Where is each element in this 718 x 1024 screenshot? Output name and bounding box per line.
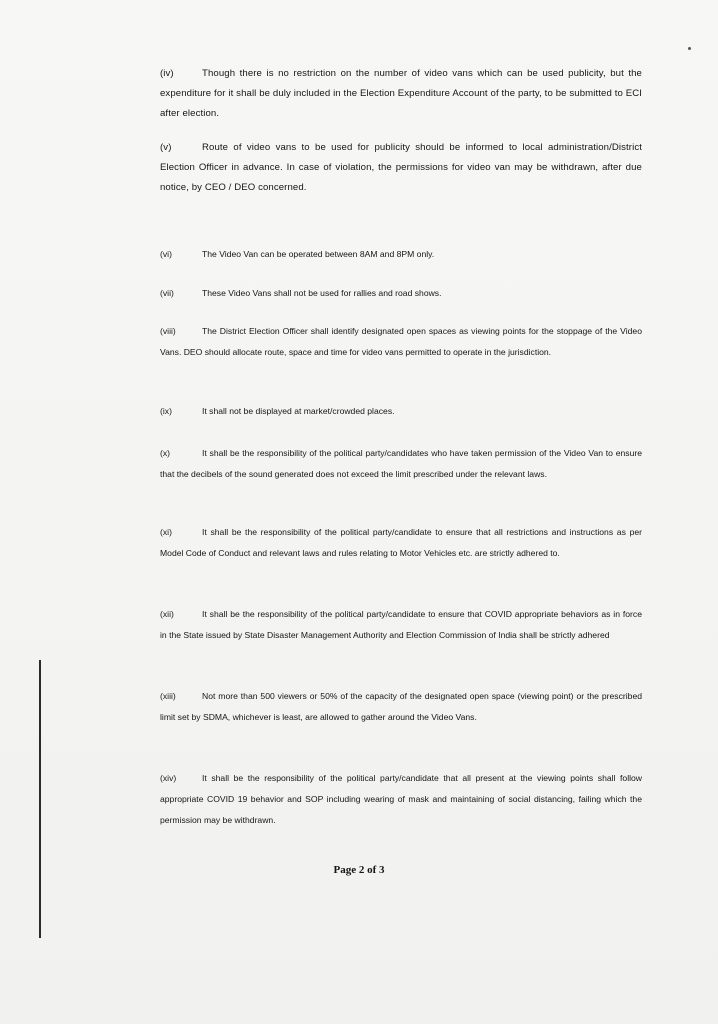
clause-number: (xiv) xyxy=(160,773,177,783)
clause-number: (ix) xyxy=(160,406,172,416)
clause-number: (vi) xyxy=(160,249,172,259)
margin-scan-line xyxy=(39,660,41,938)
clause-number: (iv) xyxy=(160,68,174,79)
clause-xiv xyxy=(160,768,642,831)
clause-number: (xiii) xyxy=(160,691,176,701)
clause-viii xyxy=(160,321,642,363)
clause-number: (v) xyxy=(160,142,172,153)
clause-text: It shall be the responsibility of the political party/candidate to ensure that COVID appropriate behaviors as in force in the State issued by State Disaster Management Authority and Election Commission of India shall be strictly adhered xyxy=(160,609,642,640)
clause-text: The District Election Officer shall identify designated open spaces as viewing points for the stoppage of the Video Vans. DEO should allocate route, space and time for video vans permitted to operate in the jurisdiction. xyxy=(160,326,642,357)
scan-speck xyxy=(688,47,691,50)
clause-number: (xii) xyxy=(160,609,174,619)
clause-xii xyxy=(160,604,642,646)
clause-number: (x) xyxy=(160,448,171,458)
clause-text: It shall be the responsibility of the political party/candidate that all present at the viewing points shall follow appropriate COVID 19 behavior and SOP including wearing of mask and maintaining of social distancing, failing which the permission may be withdrawn. xyxy=(160,773,642,825)
clause-v xyxy=(160,138,642,198)
clause-vii xyxy=(160,283,642,304)
clause-number: (xi) xyxy=(160,527,172,537)
clause-ix xyxy=(160,401,642,422)
clause-text: The Video Van can be operated between 8AM and 8PM only. xyxy=(202,249,435,259)
clause-text: These Video Vans shall not be used for rallies and road shows. xyxy=(202,288,442,298)
page-number: Page 2 of 3 xyxy=(333,864,385,876)
clause-iv xyxy=(160,64,642,124)
clause-xiii xyxy=(160,686,642,728)
clause-xi xyxy=(160,522,642,564)
clause-text: Route of video vans to be used for publicity should be informed to local administration/District Election Officer in advance. In case of violation, the permissions for video van may be withdrawn, after due notice, by CEO / DEO concerned. xyxy=(160,142,642,193)
clause-number: (vii) xyxy=(160,288,174,298)
clause-x xyxy=(160,443,642,485)
clause-text: It shall not be displayed at market/crowded places. xyxy=(202,406,395,416)
clause-text: Not more than 500 viewers or 50% of the capacity of the designated open space (viewing point) or the prescribed limit set by SDMA, whichever is least, are allowed to gather around the Video Vans. xyxy=(160,691,642,722)
clause-text: It shall be the responsibility of the political party/candidates who have taken permission of the Video Van to ensure that the decibels of the sound generated does not exceed the limit prescribed under the relevant laws. xyxy=(160,448,642,479)
clause-number: (viii) xyxy=(160,326,176,336)
clause-text: It shall be the responsibility of the political party/candidate to ensure that all restrictions and instructions as per Model Code of Conduct and relevant laws and rules relating to Motor Vehicles etc. are strictly adhered to. xyxy=(160,527,642,558)
clause-text: Though there is no restriction on the number of video vans which can be used publicity, but the expenditure for it shall be duly included in the Election Expenditure Account of the party, to be submitted to ECI after election. xyxy=(160,68,642,119)
clause-vi xyxy=(160,244,642,265)
